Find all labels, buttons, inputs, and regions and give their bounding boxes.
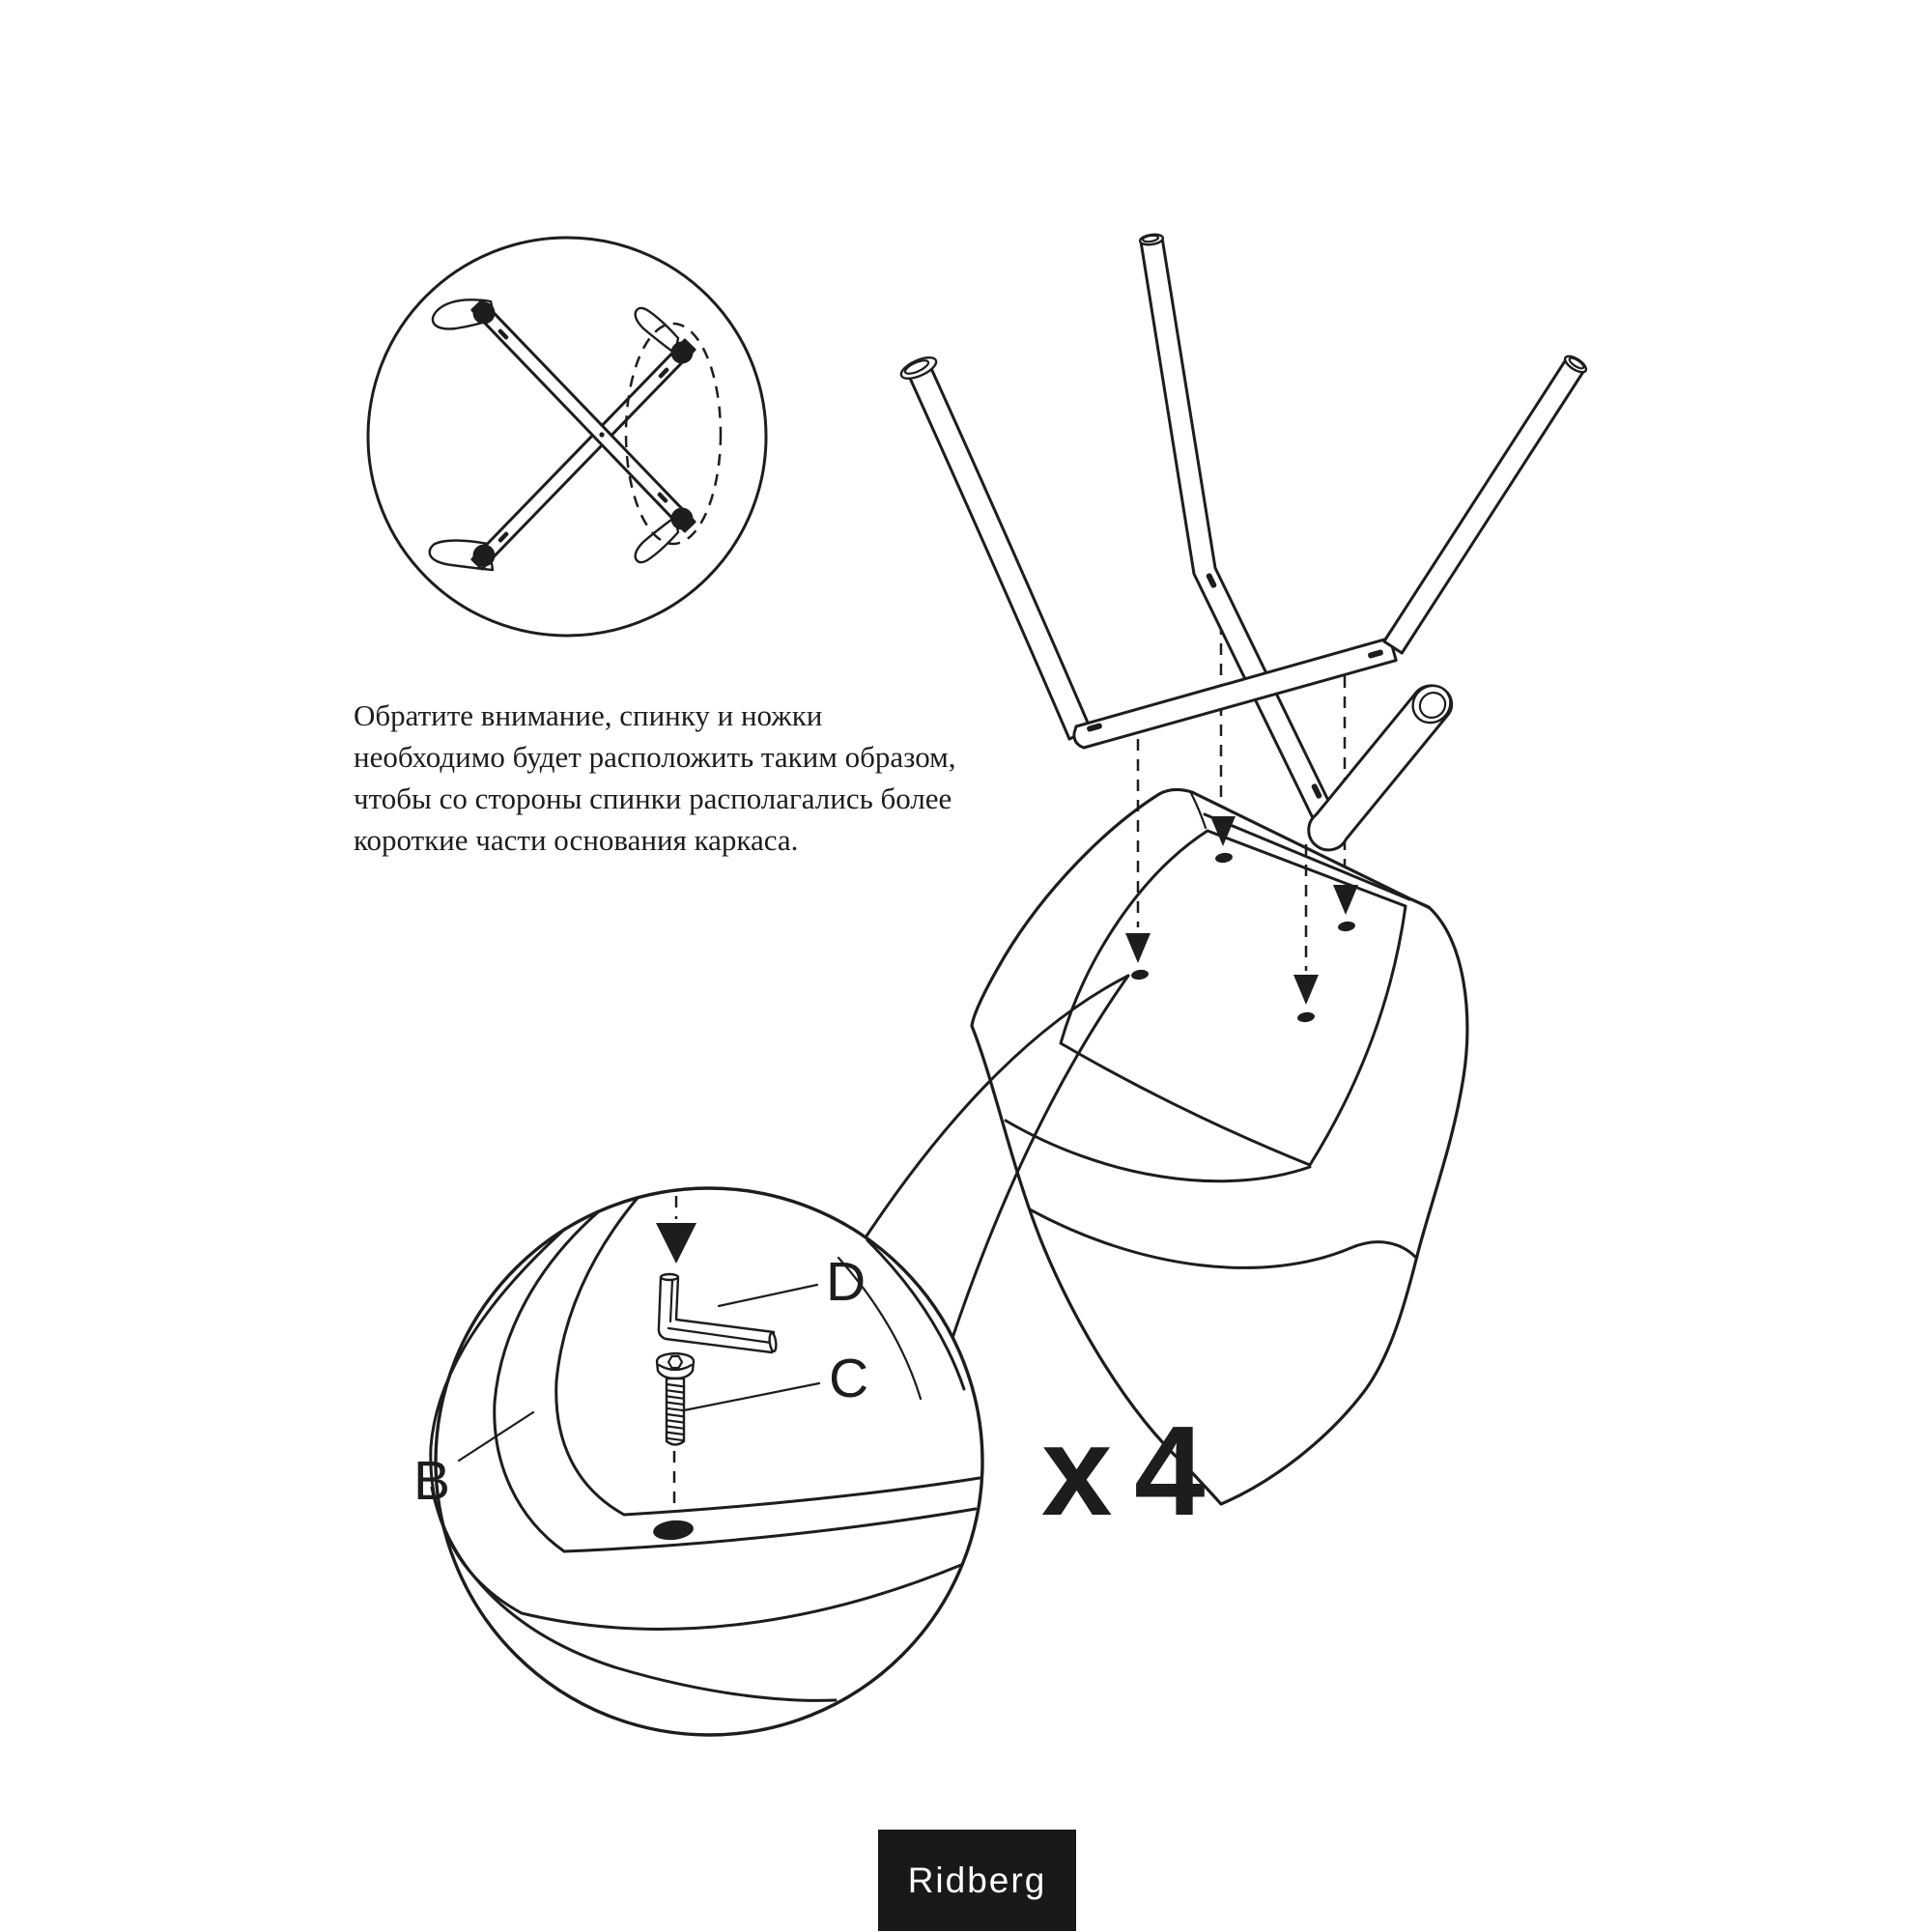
seat-shell xyxy=(972,789,1467,1504)
seat-outline xyxy=(972,789,1467,1504)
foot-cap-icon xyxy=(671,508,694,530)
brand-logo xyxy=(878,1830,1076,1931)
note-line: короткие части основания каркаса. xyxy=(354,823,799,857)
note-line: чтобы со стороны спинки располагались более xyxy=(354,781,952,815)
leg-frame xyxy=(898,233,1589,849)
label-screw: C xyxy=(829,1348,869,1409)
magnifier-circle xyxy=(436,1188,982,1735)
note-line: Обратите внимание, спинку и ножки xyxy=(354,698,823,732)
quantity-label: x 4 xyxy=(1041,1400,1206,1542)
note-text xyxy=(354,695,991,861)
label-hex-key: D xyxy=(826,1251,867,1313)
note-line: необходимо будет расположить таким образом, xyxy=(354,740,956,774)
center-pivot-dot xyxy=(599,432,604,437)
foot-cap-icon xyxy=(473,302,496,325)
top-view-inset xyxy=(368,238,766,636)
leg-tube xyxy=(908,364,1091,739)
hex-key-end xyxy=(661,1274,678,1280)
inset-circle xyxy=(368,238,766,636)
brand-logo-text: Ridberg xyxy=(907,1860,1047,1900)
foot-cap-icon xyxy=(671,342,694,364)
label-frame: B xyxy=(413,1450,451,1512)
leg-tube xyxy=(1141,238,1336,827)
leg-tube xyxy=(1384,358,1584,653)
foot-cap-icon xyxy=(473,545,496,567)
